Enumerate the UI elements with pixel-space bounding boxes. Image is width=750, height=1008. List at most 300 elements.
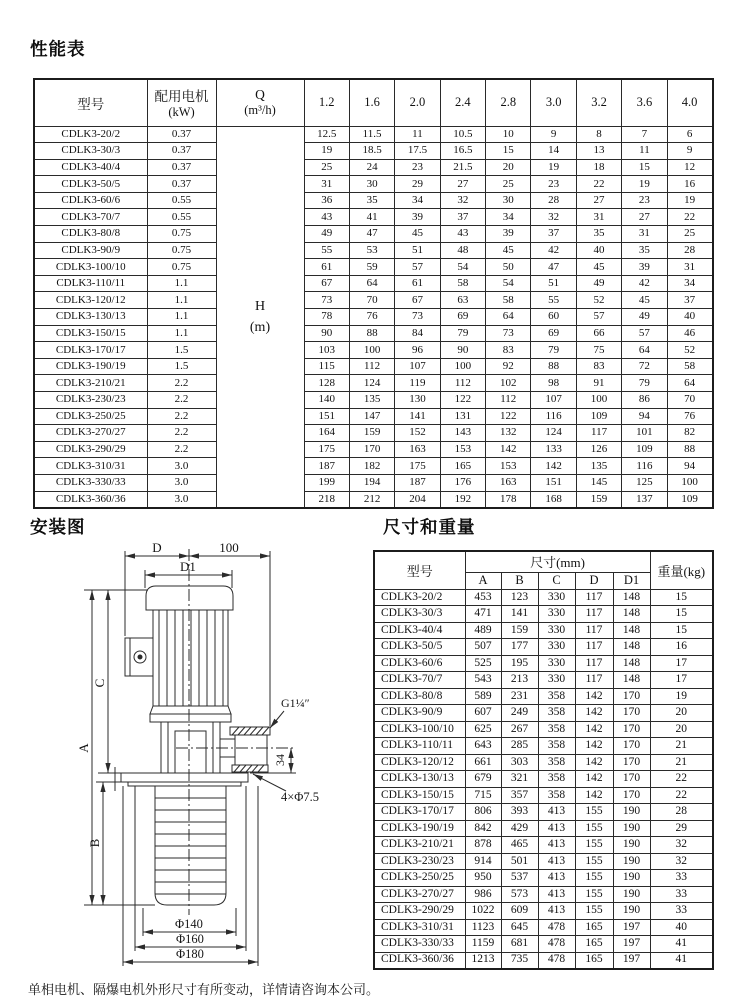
thread-label: G1¼″ <box>281 696 310 710</box>
dim-value-cell: 155 <box>575 870 613 887</box>
head-value-cell: 39 <box>395 209 440 226</box>
dim-value-cell: 197 <box>613 952 650 969</box>
head-value-cell: 187 <box>395 474 440 491</box>
head-value-cell: 163 <box>395 441 440 458</box>
head-value-cell: 53 <box>349 242 394 259</box>
dim-value-cell: 267 <box>501 721 538 738</box>
installation-title: 安装图 <box>30 517 86 537</box>
head-value-cell: 64 <box>349 275 394 292</box>
dim-value-cell: 148 <box>613 622 650 639</box>
head-value-cell: 133 <box>531 441 576 458</box>
dim-a-label: A <box>76 743 91 753</box>
dim-value-cell: 842 <box>465 820 501 837</box>
dim-value-cell: 679 <box>465 771 501 788</box>
dim-value-cell: 489 <box>465 622 501 639</box>
model-cell: CDLK3-190/19 <box>34 358 147 375</box>
head-value-cell: 96 <box>395 342 440 359</box>
dim-value-cell: 148 <box>613 589 650 606</box>
head-value-cell: 45 <box>486 242 531 259</box>
weight-cell: 21 <box>650 738 713 755</box>
head-value-cell: 22 <box>576 176 621 193</box>
kw-cell: 0.37 <box>147 143 216 160</box>
dimensions-table-row <box>374 639 713 656</box>
dim-value-cell: 465 <box>501 837 538 854</box>
head-value-cell: 6 <box>667 126 712 143</box>
head-value-cell: 22 <box>667 209 712 226</box>
head-value-cell: 70 <box>349 292 394 309</box>
head-value-cell: 151 <box>304 408 349 425</box>
col-header-d1: D1 <box>613 572 650 589</box>
kw-cell: 0.37 <box>147 176 216 193</box>
dim-d1-label: D1 <box>180 559 196 574</box>
dim-value-cell: 141 <box>501 606 538 623</box>
performance-table-body <box>34 126 713 508</box>
dimensions-table-row <box>374 672 713 689</box>
weight-cell: 22 <box>650 787 713 804</box>
head-value-cell: 75 <box>576 342 621 359</box>
model-cell: CDLK3-360/36 <box>34 491 147 508</box>
head-value-cell: 29 <box>395 176 440 193</box>
head-value-cell: 58 <box>440 275 485 292</box>
head-value-cell: 15 <box>486 143 531 160</box>
kw-cell: 0.55 <box>147 192 216 209</box>
dim-value-cell: 681 <box>501 936 538 953</box>
head-value-cell: 73 <box>395 309 440 326</box>
model-cell: CDLK3-210/21 <box>374 837 465 854</box>
model-cell: CDLK3-30/3 <box>34 143 147 160</box>
dim-value-cell: 661 <box>465 754 501 771</box>
dimensions-table-row <box>374 919 713 936</box>
dim-value-cell: 525 <box>465 655 501 672</box>
dim-value-cell: 117 <box>575 589 613 606</box>
dim-value-cell: 878 <box>465 837 501 854</box>
col-header-b: B <box>501 572 538 589</box>
head-value-cell: 73 <box>304 292 349 309</box>
performance-table-row <box>34 176 713 193</box>
head-value-cell: 27 <box>622 209 667 226</box>
dimensions-table-row <box>374 952 713 969</box>
head-value-cell: 36 <box>304 192 349 209</box>
col-header-flow: 3.2 <box>576 79 621 126</box>
dim-value-cell: 190 <box>613 837 650 854</box>
model-cell: CDLK3-130/13 <box>34 309 147 326</box>
dim-value-cell: 165 <box>575 919 613 936</box>
kw-cell: 3.0 <box>147 474 216 491</box>
model-cell: CDLK3-50/5 <box>374 639 465 656</box>
head-value-cell: 100 <box>667 474 712 491</box>
head-value-cell: 39 <box>486 226 531 243</box>
weight-cell: 33 <box>650 870 713 887</box>
dim-value-cell: 142 <box>575 787 613 804</box>
head-value-cell: 119 <box>395 375 440 392</box>
head-value-cell: 147 <box>349 408 394 425</box>
head-value-cell: 55 <box>531 292 576 309</box>
dim-value-cell: 148 <box>613 655 650 672</box>
model-cell: CDLK3-270/27 <box>374 886 465 903</box>
head-value-cell: 199 <box>304 474 349 491</box>
col-header-flow: 3.0 <box>531 79 576 126</box>
dim-value-cell: 117 <box>575 606 613 623</box>
dim-value-cell: 177 <box>501 639 538 656</box>
kw-cell: 1.1 <box>147 275 216 292</box>
dim-value-cell: 914 <box>465 853 501 870</box>
performance-table-row <box>34 458 713 475</box>
head-value-cell: 57 <box>576 309 621 326</box>
port-body <box>235 735 267 765</box>
head-value-cell: 23 <box>622 192 667 209</box>
kw-cell: 2.2 <box>147 441 216 458</box>
head-value-cell: 130 <box>395 392 440 409</box>
head-value-cell: 151 <box>531 474 576 491</box>
dim-value-cell: 643 <box>465 738 501 755</box>
dim-value-cell: 285 <box>501 738 538 755</box>
col-header-size-group: 尺寸(mm) <box>465 551 650 572</box>
dim-value-cell: 155 <box>575 804 613 821</box>
dim-value-cell: 358 <box>538 738 575 755</box>
head-value-cell: 18 <box>576 159 621 176</box>
head-value-cell: 115 <box>304 358 349 375</box>
dia-140-label: Φ140 <box>175 917 203 931</box>
head-value-cell: 11 <box>395 126 440 143</box>
weight-cell: 19 <box>650 688 713 705</box>
dim-value-cell: 249 <box>501 705 538 722</box>
head-value-cell: 69 <box>531 325 576 342</box>
dim-value-cell: 358 <box>538 771 575 788</box>
head-value-cell: 218 <box>304 491 349 508</box>
head-value-cell: 124 <box>349 375 394 392</box>
head-value-cell: 34 <box>667 275 712 292</box>
model-cell: CDLK3-110/11 <box>374 738 465 755</box>
dim-value-cell: 453 <box>465 589 501 606</box>
head-value-cell: 100 <box>440 358 485 375</box>
head-value-cell: 20 <box>486 159 531 176</box>
weight-cell: 20 <box>650 721 713 738</box>
dim-value-cell: 735 <box>501 952 538 969</box>
head-value-cell: 11 <box>622 143 667 160</box>
dim-value-cell: 190 <box>613 870 650 887</box>
stage-lines <box>155 798 226 894</box>
head-value-cell: 88 <box>667 441 712 458</box>
head-value-cell: 83 <box>486 342 531 359</box>
head-value-cell: 25 <box>486 176 531 193</box>
dim-value-cell: 117 <box>575 672 613 689</box>
head-value-cell: 94 <box>667 458 712 475</box>
performance-table-row <box>34 474 713 491</box>
model-cell: CDLK3-150/15 <box>374 787 465 804</box>
head-value-cell: 43 <box>440 226 485 243</box>
head-value-cell: 23 <box>395 159 440 176</box>
dim-value-cell: 413 <box>538 820 575 837</box>
weight-cell: 28 <box>650 804 713 821</box>
dim-value-cell: 358 <box>538 754 575 771</box>
dimensions-table-row <box>374 754 713 771</box>
model-cell: CDLK3-360/36 <box>374 952 465 969</box>
dim-value-cell: 148 <box>613 639 650 656</box>
model-cell: CDLK3-20/2 <box>34 126 147 143</box>
dim-value-cell: 413 <box>538 837 575 854</box>
port-top-hatch <box>232 727 269 735</box>
performance-table-row <box>34 358 713 375</box>
model-cell: CDLK3-120/12 <box>374 754 465 771</box>
dim-value-cell: 413 <box>538 853 575 870</box>
q-label: Q <box>255 87 265 103</box>
model-cell: CDLK3-60/6 <box>34 192 147 209</box>
weight-cell: 29 <box>650 820 713 837</box>
head-value-cell: 109 <box>576 408 621 425</box>
head-value-cell: 45 <box>395 226 440 243</box>
dim-value-cell: 589 <box>465 688 501 705</box>
head-value-cell: 27 <box>440 176 485 193</box>
col-header-flow: 1.6 <box>349 79 394 126</box>
head-value-cell: 175 <box>395 458 440 475</box>
dim-value-cell: 155 <box>575 837 613 854</box>
dim-value-cell: 478 <box>538 936 575 953</box>
dim-value-cell: 413 <box>538 804 575 821</box>
dim-value-cell: 413 <box>538 870 575 887</box>
dim-value-cell: 645 <box>501 919 538 936</box>
head-value-cell: 64 <box>486 309 531 326</box>
head-value-cell: 145 <box>576 474 621 491</box>
head-value-cell: 24 <box>349 159 394 176</box>
head-value-cell: 19 <box>531 159 576 176</box>
head-value-cell: 88 <box>531 358 576 375</box>
dim-value-cell: 358 <box>538 721 575 738</box>
head-value-cell: 64 <box>622 342 667 359</box>
head-value-cell: 18.5 <box>349 143 394 160</box>
performance-table-row <box>34 126 713 143</box>
head-value-cell: 34 <box>395 192 440 209</box>
head-value-cell: 116 <box>531 408 576 425</box>
head-value-cell: 51 <box>531 275 576 292</box>
head-value-cell: 204 <box>395 491 440 508</box>
model-cell: CDLK3-40/4 <box>34 159 147 176</box>
head-value-cell: 37 <box>531 226 576 243</box>
pump-head <box>175 731 206 773</box>
head-value-cell: 49 <box>622 309 667 326</box>
model-cell: CDLK3-170/17 <box>34 342 147 359</box>
dim-value-cell: 950 <box>465 870 501 887</box>
col-header-q <box>216 79 304 126</box>
head-value-cell: 82 <box>667 425 712 442</box>
weight-cell: 17 <box>650 655 713 672</box>
kw-cell: 2.2 <box>147 408 216 425</box>
model-cell: CDLK3-250/25 <box>34 408 147 425</box>
dim-value-cell: 155 <box>575 903 613 920</box>
head-value-cell: 194 <box>349 474 394 491</box>
dim-value-cell: 170 <box>613 754 650 771</box>
head-value-cell: 12 <box>667 159 712 176</box>
weight-cell: 16 <box>650 639 713 656</box>
dimensions-table-row <box>374 853 713 870</box>
dim-value-cell: 190 <box>613 804 650 821</box>
dimensions-table-row <box>374 903 713 920</box>
head-value-cell: 19 <box>622 176 667 193</box>
model-cell: CDLK3-70/7 <box>374 672 465 689</box>
head-value-cell: 100 <box>349 342 394 359</box>
kw-cell: 0.37 <box>147 126 216 143</box>
head-value-cell: 153 <box>440 441 485 458</box>
dim-value-cell: 117 <box>575 655 613 672</box>
dim-c-label: C <box>92 678 107 688</box>
head-value-cell: 163 <box>486 474 531 491</box>
head-value-cell: 86 <box>622 392 667 409</box>
dimensions-table-row <box>374 870 713 887</box>
dim-value-cell: 330 <box>538 589 575 606</box>
kw-cell: 1.1 <box>147 292 216 309</box>
model-cell: CDLK3-20/2 <box>374 589 465 606</box>
motor-base-flare <box>150 706 231 714</box>
head-value-cell: 61 <box>304 259 349 276</box>
dim-value-cell: 197 <box>613 936 650 953</box>
dim-value-cell: 155 <box>575 853 613 870</box>
head-value-cell: 122 <box>486 408 531 425</box>
col-header-flow: 4.0 <box>667 79 712 126</box>
dim-value-cell: 190 <box>613 853 650 870</box>
thread-leader <box>270 711 284 728</box>
dim-value-cell: 155 <box>575 886 613 903</box>
performance-table-row <box>34 392 713 409</box>
head-value-cell: 103 <box>304 342 349 359</box>
head-value-cell: 92 <box>486 358 531 375</box>
head-value-cell: 73 <box>486 325 531 342</box>
head-value-cell: 124 <box>531 425 576 442</box>
performance-table-row <box>34 425 713 442</box>
head-value-cell: 59 <box>349 259 394 276</box>
dimensions-title: 尺寸和重量 <box>383 517 476 537</box>
kw-cell: 1.1 <box>147 325 216 342</box>
head-value-cell: 52 <box>576 292 621 309</box>
head-value-cell: 101 <box>622 425 667 442</box>
model-cell: CDLK3-80/8 <box>374 688 465 705</box>
weight-cell: 17 <box>650 672 713 689</box>
dim-value-cell: 165 <box>575 936 613 953</box>
dim-value-cell: 478 <box>538 919 575 936</box>
dim-value-cell: 1123 <box>465 919 501 936</box>
head-value-cell: 90 <box>440 342 485 359</box>
dia-180-label: Φ180 <box>176 947 204 961</box>
dim-value-cell: 170 <box>613 705 650 722</box>
head-value-cell: 109 <box>622 441 667 458</box>
head-value-cell: 63 <box>440 292 485 309</box>
col-header-d: D <box>575 572 613 589</box>
head-value-cell: 168 <box>531 491 576 508</box>
dim-value-cell: 715 <box>465 787 501 804</box>
dim-value-cell: 142 <box>575 754 613 771</box>
dimensions-table-row <box>374 655 713 672</box>
kw-cell: 0.75 <box>147 242 216 259</box>
head-value-cell: 76 <box>349 309 394 326</box>
head-value-cell: 153 <box>486 458 531 475</box>
performance-header-row <box>34 79 713 126</box>
col-header-flow: 2.4 <box>440 79 485 126</box>
head-value-cell: 41 <box>349 209 394 226</box>
col-header-motor <box>147 79 216 126</box>
performance-table-row <box>34 292 713 309</box>
head-value-cell: 125 <box>622 474 667 491</box>
dim-value-cell: 806 <box>465 804 501 821</box>
head-value-cell: 79 <box>440 325 485 342</box>
model-cell: CDLK3-250/25 <box>374 870 465 887</box>
dimensions-table-row <box>374 936 713 953</box>
dimensions-table-row <box>374 886 713 903</box>
dia-160-label: Φ160 <box>176 932 204 946</box>
head-value-cell: 112 <box>486 392 531 409</box>
performance-table-row <box>34 441 713 458</box>
dim-value-cell: 190 <box>613 820 650 837</box>
model-cell: CDLK3-210/21 <box>34 375 147 392</box>
head-value-cell: 83 <box>576 358 621 375</box>
head-value-cell: 48 <box>440 242 485 259</box>
head-value-cell: 67 <box>395 292 440 309</box>
dimensions-header-row-1 <box>374 551 713 572</box>
dim-value-cell: 573 <box>501 886 538 903</box>
head-value-cell: 135 <box>576 458 621 475</box>
head-value-cell: 72 <box>622 358 667 375</box>
head-value-cell: 76 <box>667 408 712 425</box>
model-cell: CDLK3-30/3 <box>374 606 465 623</box>
dim-value-cell: 321 <box>501 771 538 788</box>
dim-value-cell: 330 <box>538 606 575 623</box>
model-cell: CDLK3-230/23 <box>34 392 147 409</box>
head-value-cell: 54 <box>486 275 531 292</box>
dim-value-cell: 501 <box>501 853 538 870</box>
weight-cell: 20 <box>650 705 713 722</box>
head-value-cell: 21.5 <box>440 159 485 176</box>
head-value-cell: 16.5 <box>440 143 485 160</box>
head-value-cell: 91 <box>576 375 621 392</box>
bracket-leg-left <box>161 722 168 773</box>
head-value-cell: 47 <box>349 226 394 243</box>
weight-cell: 22 <box>650 771 713 788</box>
head-value-cell: 117 <box>576 425 621 442</box>
weight-cell: 41 <box>650 952 713 969</box>
head-value-cell: 70 <box>667 392 712 409</box>
q-unit: (m³/h) <box>244 103 276 118</box>
head-value-cell: 60 <box>531 309 576 326</box>
head-value-cell: 13 <box>576 143 621 160</box>
dimensions-table-row <box>374 787 713 804</box>
performance-table-row <box>34 242 713 259</box>
dim-value-cell: 170 <box>613 787 650 804</box>
dim-value-cell: 471 <box>465 606 501 623</box>
dim-value-cell: 213 <box>501 672 538 689</box>
head-value-cell: 90 <box>304 325 349 342</box>
performance-title: 性能表 <box>30 39 86 59</box>
head-value-cell: 52 <box>667 342 712 359</box>
head-value-cell: 7 <box>622 126 667 143</box>
head-value-cell: 107 <box>531 392 576 409</box>
head-value-cell: 49 <box>304 226 349 243</box>
head-value-cell: 116 <box>622 458 667 475</box>
dim-value-cell: 165 <box>575 952 613 969</box>
head-value-cell: 176 <box>440 474 485 491</box>
dim-value-cell: 429 <box>501 820 538 837</box>
head-value-cell: 58 <box>667 358 712 375</box>
performance-table-row <box>34 192 713 209</box>
kw-cell: 0.55 <box>147 209 216 226</box>
dim-value-cell: 303 <box>501 754 538 771</box>
head-value-cell: 45 <box>622 292 667 309</box>
col-header-c: C <box>538 572 575 589</box>
dim-34-label: 34 <box>273 754 287 766</box>
dim-value-cell: 358 <box>538 688 575 705</box>
col-header-flow: 2.0 <box>395 79 440 126</box>
model-cell: CDLK3-290/29 <box>34 441 147 458</box>
dim-value-cell: 170 <box>613 688 650 705</box>
dim-value-cell: 117 <box>575 622 613 639</box>
dimensions-table-body <box>374 589 713 969</box>
head-value-cell: 28 <box>531 192 576 209</box>
